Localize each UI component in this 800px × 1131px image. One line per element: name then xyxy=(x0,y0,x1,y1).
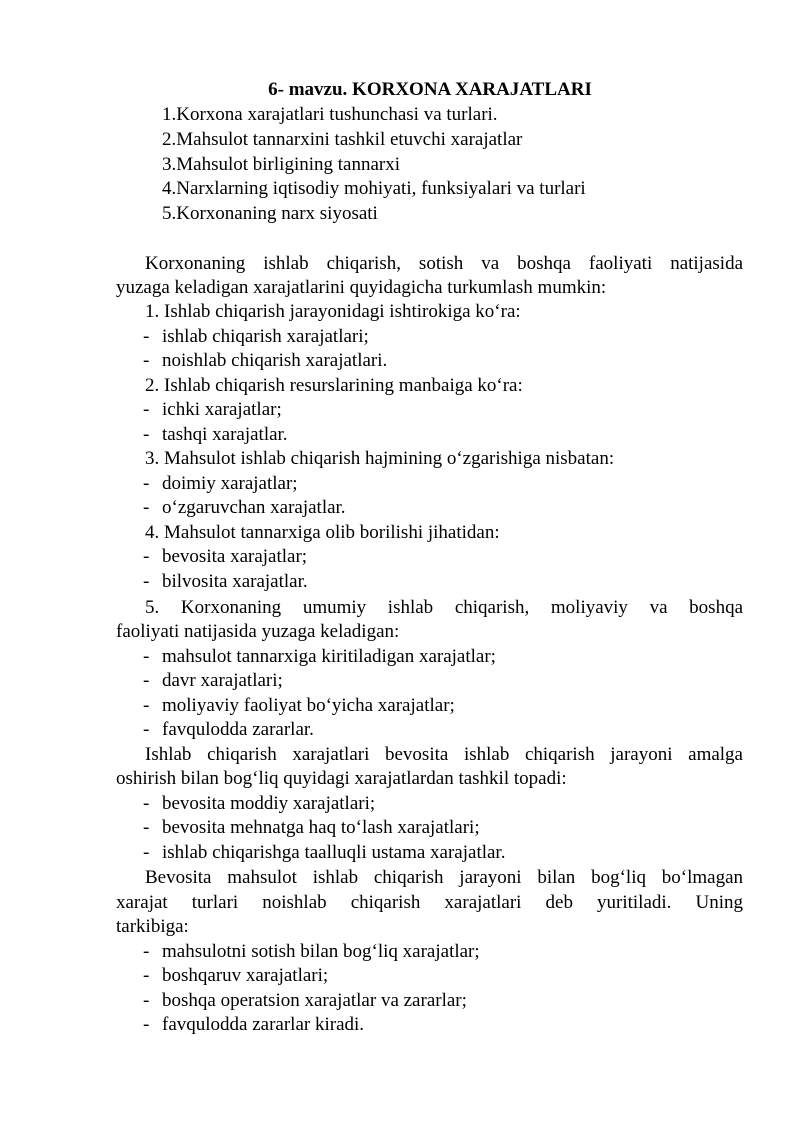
category-heading-cont: faoliyati natijasida yuzaga keladigan: xyxy=(116,621,400,642)
list-item xyxy=(143,570,308,594)
list-item xyxy=(143,718,314,742)
category-heading: 5. Korxonaning umumiy ishlab chiqarish, moliyaviy va boshqa xyxy=(145,597,743,618)
topic-item: 1.Korxona xarajatlari tushunchasi va turlari. xyxy=(162,104,498,125)
paragraph-line: Korxonaning ishlab chiqarish, sotish va boshqa faoliyati natijasida xyxy=(145,253,743,274)
dash: - xyxy=(143,473,150,494)
list-item-text: bilvosita xarajatlar. xyxy=(162,571,308,592)
paragraph-line: tarkibiga: xyxy=(116,916,189,937)
page-title: 6- mavzu. KORXONA XARAJATLARI xyxy=(268,79,592,100)
list-item-text: moliyaviy faoliyat bo‘yicha xarajatlar; xyxy=(162,695,455,716)
paragraph-line: xarajat turlari noishlab chiqarish xarajatlari deb yuritiladi. Uning xyxy=(116,892,743,913)
list-item-text: mahsulot tannarxiga kiritiladigan xarajatlar; xyxy=(162,646,496,667)
list-item-text: doimiy xarajatlar; xyxy=(162,473,298,494)
list-item xyxy=(143,792,375,816)
dash: - xyxy=(143,817,150,838)
list-item xyxy=(143,423,288,447)
list-item-text: tashqi xarajatlar. xyxy=(162,424,288,445)
list-item xyxy=(143,669,283,693)
list-item xyxy=(143,325,369,349)
dash: - xyxy=(143,695,150,716)
list-item-text: mahsulotni sotish bilan bog‘liq xarajatlar; xyxy=(162,941,480,962)
category-heading: 1. Ishlab chiqarish jarayonidagi ishtirokiga ko‘ra: xyxy=(145,301,521,322)
topic-item: 3.Mahsulot birligining tannarxi xyxy=(162,154,401,175)
list-item-text: favqulodda zararlar kiradi. xyxy=(162,1014,365,1035)
list-item xyxy=(143,398,282,422)
topic-item: 2.Mahsulot tannarxini tashkil etuvchi xarajatlar xyxy=(162,129,523,150)
list-item-text: ichki xarajatlar; xyxy=(162,399,282,420)
dash: - xyxy=(143,941,150,962)
list-item-text: noishlab chiqarish xarajatlari. xyxy=(162,350,388,371)
dash: - xyxy=(143,719,150,740)
list-item xyxy=(143,989,467,1013)
list-item xyxy=(143,645,496,669)
dash: - xyxy=(143,571,150,592)
list-item xyxy=(143,694,455,718)
list-item xyxy=(143,349,387,373)
dash: - xyxy=(143,424,150,445)
category-heading: 2. Ishlab chiqarish resurslarining manbaiga ko‘ra: xyxy=(145,375,523,396)
list-item xyxy=(143,841,505,865)
list-item-text: favqulodda zararlar. xyxy=(162,719,314,740)
list-item xyxy=(143,545,307,569)
list-item-text: boshqa operatsion xarajatlar va zararlar; xyxy=(162,990,467,1011)
dash: - xyxy=(143,670,150,691)
list-item xyxy=(143,816,480,840)
list-item xyxy=(143,940,480,964)
dash: - xyxy=(143,497,150,518)
list-item xyxy=(143,496,346,520)
list-item-text: ishlab chiqarish xarajatlari; xyxy=(162,326,369,347)
dash: - xyxy=(143,350,150,371)
dash: - xyxy=(143,399,150,420)
category-heading: 4. Mahsulot tannarxiga olib borilishi jihatidan: xyxy=(145,522,500,543)
paragraph-line: Ishlab chiqarish xarajatlari bevosita ishlab chiqarish jarayoni amalga xyxy=(145,744,743,765)
dash: - xyxy=(143,546,150,567)
list-item-text: davr xarajatlari; xyxy=(162,670,283,691)
list-item-text: o‘zgaruvchan xarajatlar. xyxy=(162,497,346,518)
dash: - xyxy=(143,1014,150,1035)
topic-item: 4.Narxlarning iqtisodiy mohiyati, funksiyalari va turlari xyxy=(162,178,586,199)
list-item-text: boshqaruv xarajatlari; xyxy=(162,965,329,986)
list-item-text: ishlab chiqarishga taalluqli ustama xarajatlar. xyxy=(162,842,506,863)
list-item-text: bevosita mehnatga haq to‘lash xarajatlari; xyxy=(162,817,480,838)
list-item xyxy=(143,1013,364,1037)
dash: - xyxy=(143,793,150,814)
dash: - xyxy=(143,326,150,347)
dash: - xyxy=(143,842,150,863)
paragraph-line: yuzaga keladigan xarajatlarini quyidagicha turkumlash mumkin: xyxy=(116,277,607,298)
paragraph-line: oshirish bilan bog‘liq quyidagi xarajatlardan tashkil topadi: xyxy=(116,768,567,789)
list-item-text: bevosita moddiy xarajatlari; xyxy=(162,793,376,814)
list-item xyxy=(143,472,298,496)
category-heading: 3. Mahsulot ishlab chiqarish hajmining o‘zgarishiga nisbatan: xyxy=(145,448,615,469)
dash: - xyxy=(143,990,150,1011)
list-item xyxy=(143,964,328,988)
topic-item: 5.Korxonaning narx siyosati xyxy=(162,203,378,224)
dash: - xyxy=(143,965,150,986)
list-item-text: bevosita xarajatlar; xyxy=(162,546,308,567)
dash: - xyxy=(143,646,150,667)
paragraph-line: Bevosita mahsulot ishlab chiqarish jarayoni bilan bog‘liq bo‘lmagan xyxy=(145,867,743,888)
